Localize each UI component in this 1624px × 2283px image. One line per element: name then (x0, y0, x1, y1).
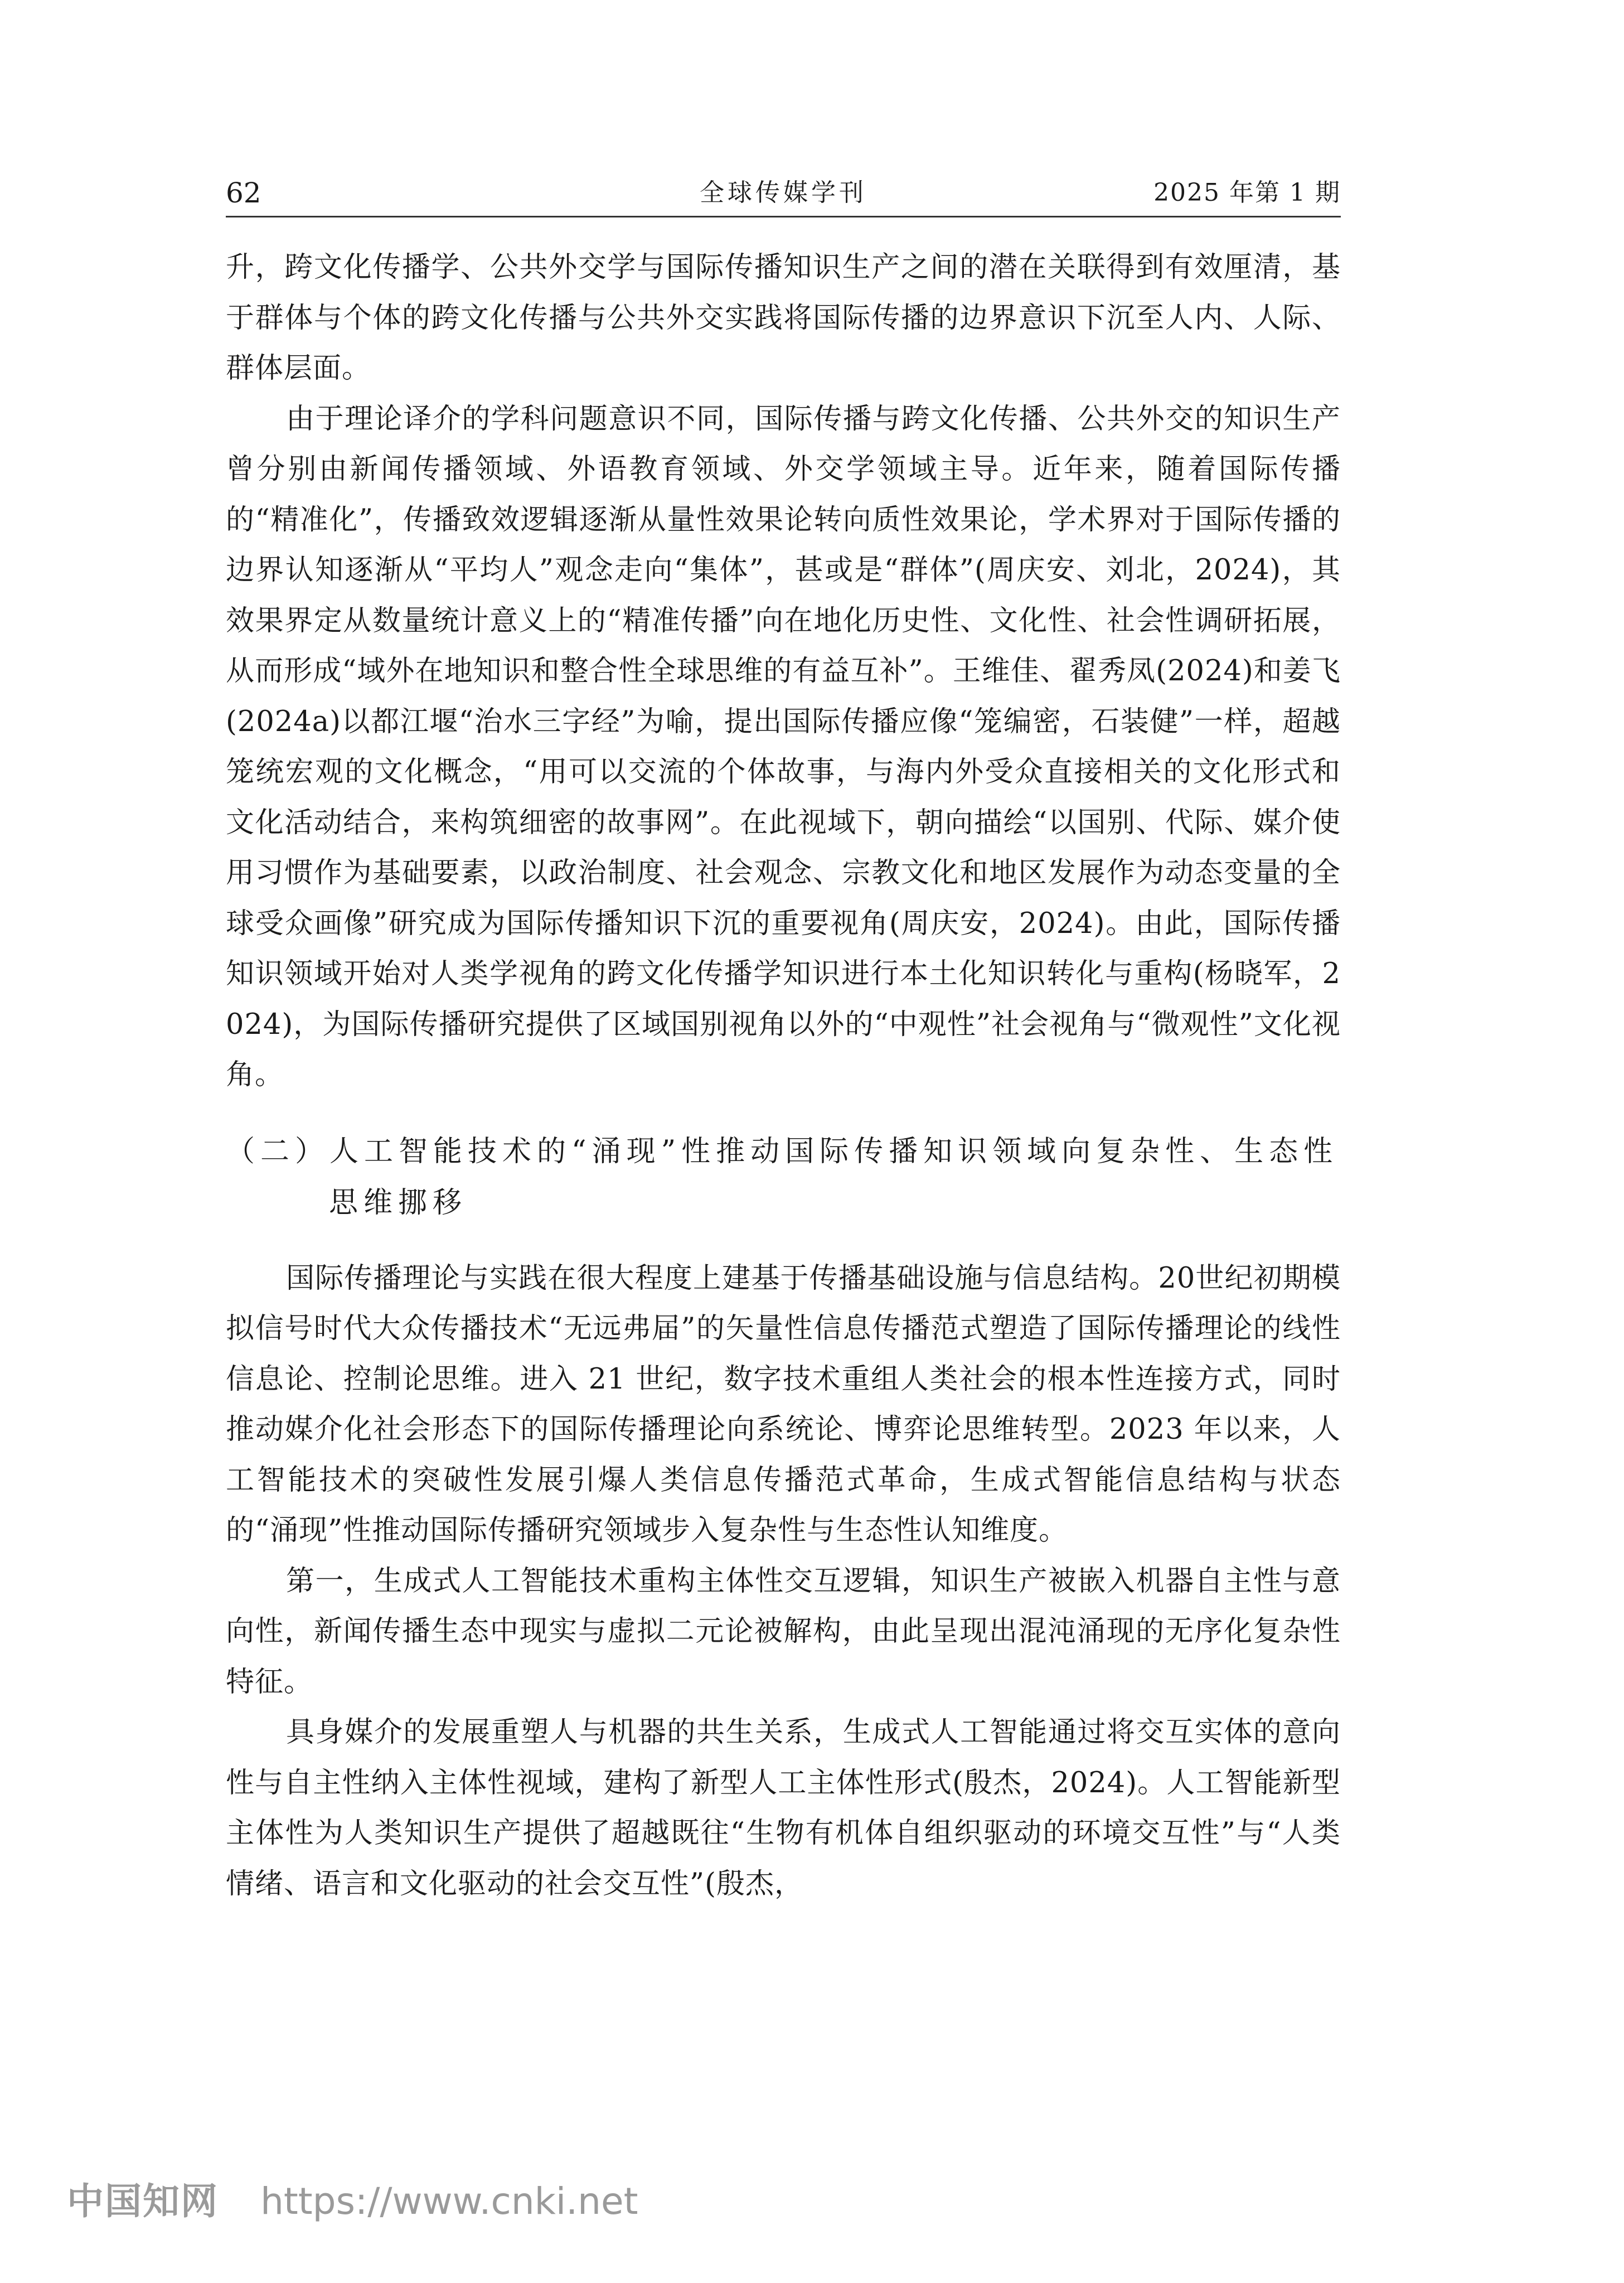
paragraph: 国际传播理论与实践在很大程度上建基于传播基础设施与信息结构。20世纪初期模拟信号时代大众传播技术“无远弗届”的矢量性信息传播范式塑造了国际传播理论的线性信息论、控制论思维。进入 21 世纪，数字技术重组人类社会的根本性连接方式，同时推动媒介化社会形态下的国际传播理论向系统论、博弈论思维转型。2023 年以来，人工智能技术的突破性发展引爆人类信息传播范式革命，生成式智能信息结构与状态的“涌现”性推动国际传播研究领域步入复杂性与生态性认知维度。 (226, 1261, 1341, 1547)
issue-label: 2025 年第 1 期 (1153, 178, 1341, 207)
article-body (226, 243, 1341, 1909)
paragraph-continued: 升，跨文化传播学、公共外交学与国际传播知识生产之间的潜在关联得到有效厘清，基于群体与个体的跨文化传播与公共外交实践将国际传播的边界意识下沉至人内、人际、群体层面。 (226, 251, 1341, 385)
journal-title: 全球传媒学刊 (700, 178, 867, 207)
header-rule (226, 216, 1341, 217)
running-header (226, 176, 1341, 210)
cnki-watermark (67, 2174, 638, 2229)
page-number: 62 (226, 177, 261, 209)
paragraph: 由于理论译介的学科问题意识不同，国际传播与跨文化传播、公共外交的知识生产曾分别由新闻传播领域、外语教育领域、外交学领域主导。近年来，随着国际传播的“精准化”，传播致效逻辑逐渐从量性效果论转向质性效果论，学术界对于国际传播的边界认知逐渐从“平均人”观念走向“集体”，甚或是“群体”(周庆安、刘北，2024)，其效果界定从数量统计意义上的“精准传播”向在地化历史性、文化性、社会性调研拓展，从而形成“域外在地知识和整合性全球思维的有益互补”。王维佳、翟秀凤(2024)和姜飞(2024a)以都江堰“治水三字经”为喻，提出国际传播应像“笼编密，石装健”一样，超越笼统宏观的文化概念，“用可以交流的个体故事，与海内外受众直接相关的文化形式和文化活动结合，来构筑细密的故事网”。在此视域下，朝向描绘“以国别、代际、媒介使用习惯作为基础要素，以政治制度、社会观念、宗教文化和地区发展作为动态变量的全球受众画像”研究成为国际传播知识下沉的重要视角(周庆安，2024)。由此，国际传播知识领域开始对人类学视角的跨文化传播学知识进行本土化知识转化与重构(杨晓军，2024)，为国际传播研究提供了区域国别视角以外的“中观性”社会视角与“微观性”文化视角。 (226, 402, 1341, 1091)
cnki-url: https://www.cnki.net (260, 2180, 638, 2223)
section-heading: （二）人工智能技术的“涌现”性推动国际传播知识领域向复杂性、生态性思维挪移 (226, 1134, 1339, 1220)
paragraph: 具身媒介的发展重塑人与机器的共生关系，生成式人工智能通过将交互实体的意向性与自主性纳入主体性视域，建构了新型人工主体性形式(殷杰，2024)。人工智能新型主体性为人类知识生产提供了超越既往“生物有机体自组织驱动的环境交互性”与“人类情绪、语言和文化驱动的社会交互性”(殷杰， (226, 1716, 1341, 1900)
paragraph: 第一，生成式人工智能技术重构主体性交互逻辑，知识生产被嵌入机器自主性与意向性，新闻传播生态中现实与虚拟二元论被解构，由此呈现出混沌涌现的无序化复杂性特征。 (226, 1564, 1341, 1699)
cnki-logo-text: 中国知网 (67, 2180, 219, 2223)
